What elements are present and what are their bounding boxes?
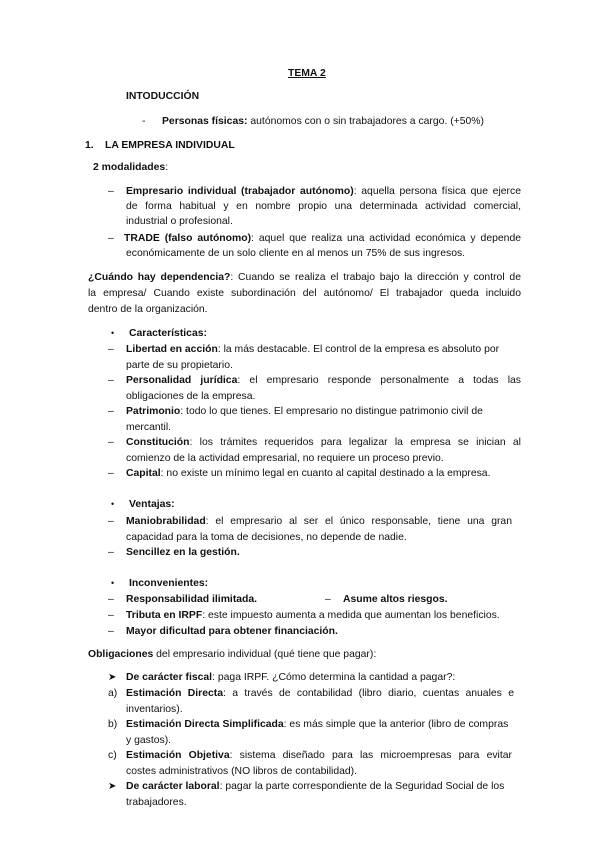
caracteristicas-heading: Características:	[129, 328, 207, 339]
ventajas-heading: Ventajas:	[129, 499, 175, 510]
modalidad-2-dash: –	[108, 233, 114, 244]
caract-3-line1	[126, 404, 483, 420]
estimacion-a-text1: : a través de contabilidad (libro diario, cuentas anuales e	[223, 688, 514, 699]
obligaciones-bold: Obligaciones	[88, 649, 154, 660]
inconv-1-dash: –	[108, 594, 114, 605]
inconv-3: Mayor dificultad para obtener financiación.	[126, 626, 338, 637]
modalidad-1-line3: industrial o profesional.	[126, 216, 233, 227]
fiscal-arrow-icon: ➤	[108, 672, 117, 683]
dependencia-line3: dentro de la organización.	[88, 304, 208, 315]
ventajas-bullet: •	[111, 499, 115, 509]
fiscal-text: : paga IRPF. ¿Cómo determina la cantidad a pagar?:	[212, 672, 456, 683]
caract-3-line2: mercantil.	[126, 422, 172, 433]
estimacion-b-line2: y gastos).	[126, 735, 172, 746]
caract-4-line2: comienzo de la actividad empresarial, no requiere un proceso previo.	[126, 453, 444, 464]
modalidades-colon: :	[165, 162, 169, 173]
caract-3-text1: : todo lo que tienes. El empresario no distingue patrimonio civil de	[180, 406, 483, 417]
caract-4-dash: –	[108, 437, 114, 448]
caract-5-text1: : no existe un mínimo legal en cuanto al capital destinado a la empresa.	[160, 468, 491, 479]
caract-5-dash: –	[108, 468, 114, 479]
caract-2-line1	[126, 373, 521, 389]
inconv-1b-dash: –	[325, 594, 331, 605]
modalidad-2-line1	[124, 231, 521, 247]
ventaja-2-dash: –	[108, 547, 114, 558]
fiscal-bold: De carácter fiscal	[126, 672, 213, 683]
modalidad-1-bold: Empresario individual (trabajador autónomo)	[126, 186, 354, 197]
ventaja-2: Sencillez en la gestión.	[126, 547, 240, 558]
intro-item-bold: Personas físicas:	[162, 116, 248, 127]
modalidad-2-bold: TRADE (falso autónomo)	[124, 233, 252, 244]
inconv-2-bold: Tributa en IRPF	[126, 610, 203, 621]
estimacion-c-line2: costes administrativos (NO libros de contabilidad).	[126, 766, 357, 777]
inconv-2-dash: –	[108, 610, 114, 621]
dependencia-bold: ¿Cuándo hay dependencia?	[88, 272, 231, 283]
caract-1-bold: Libertad en acción	[126, 344, 218, 355]
modalidad-2-line2: económicamente de un solo cliente en al menos un 75% de sus ingresos.	[126, 248, 466, 259]
caract-4-line1	[126, 435, 521, 451]
ventaja-1-dash: –	[108, 516, 114, 527]
obligaciones-text: del empresario individual (qué tiene que pagar):	[153, 649, 377, 660]
caract-4-text1: : los trámites requeridos para legalizar la empresa se inician al	[189, 437, 521, 448]
caract-1-line1	[126, 342, 499, 358]
modalidad-2-text1: : aquel que realiza una actividad económica y depende	[251, 233, 522, 244]
dependencia-text1: : Cuando se realiza el trabajo bajo la dirección y control de	[230, 272, 521, 283]
modalidad-1-line2: de forma habitual y en nombre propio una determinada actividad comercial,	[126, 201, 521, 212]
caract-2-line2: obligaciones de la empresa.	[126, 391, 256, 402]
inconv-2-text: : este impuesto aumenta a medida que aumentan los beneficios.	[202, 610, 500, 621]
caract-3-bold: Patrimonio	[126, 406, 181, 417]
estimacion-b-line1	[126, 717, 508, 733]
fiscal-line	[126, 670, 455, 686]
caract-2-text1: : el empresario responde personalmente a todas las	[237, 375, 522, 386]
ventaja-1-bold: Maniobrabilidad	[126, 516, 206, 527]
caract-5-bold: Capital	[126, 468, 161, 479]
estimacion-c-letter: c)	[108, 750, 117, 761]
intro-heading: INTODUCCIÓN	[126, 91, 200, 102]
caract-2-bold: Personalidad jurídica	[126, 375, 238, 386]
caracteristicas-bullet: •	[111, 328, 115, 338]
caract-1-dash: –	[108, 344, 114, 355]
modalidades-label: 2 modalidades	[93, 162, 166, 173]
modalidad-1-text1: : aquella persona física que ejerce	[353, 186, 521, 197]
modalidad-1-line1	[126, 184, 521, 200]
caract-5-line1	[126, 466, 490, 482]
caract-2-dash: –	[108, 375, 114, 386]
modalidades	[93, 160, 168, 176]
page-title: TEMA 2	[288, 68, 326, 79]
caract-1-line2: parte de su propietario.	[126, 360, 233, 371]
estimacion-a-bold: Estimación Directa	[126, 688, 224, 699]
laboral-arrow-icon: ➤	[108, 781, 117, 792]
inconv-1: Responsabilidad ilimitada.	[126, 594, 258, 605]
estimacion-a-line1	[126, 686, 514, 702]
section1-number: 1.	[85, 140, 94, 151]
ventaja-1-line2: capacidad para la toma de decisiones, no depende de nadie.	[126, 532, 407, 543]
laboral-line1	[126, 779, 504, 795]
inconv-1b: Asume altos riesgos.	[343, 594, 448, 605]
estimacion-b-letter: b)	[108, 719, 118, 730]
section1-heading: LA EMPRESA INDIVIDUAL	[105, 140, 235, 151]
estimacion-b-text1: : es más simple que la anterior (libro de compras	[283, 719, 509, 730]
estimacion-c-line1	[126, 748, 512, 764]
laboral-bold: De carácter laboral	[126, 781, 220, 792]
dependencia-line1	[88, 270, 521, 286]
laboral-line2: trabajadores.	[126, 797, 187, 808]
inconv-3-dash: –	[108, 626, 114, 637]
modalidad-1-dash: –	[108, 186, 114, 197]
inconv-2	[126, 608, 500, 624]
dependencia-line2: la empresa/ Cuando existe subordinación del autónomo/ El trabajador queda incluido	[88, 288, 521, 299]
intro-item-text: autónomos con o sin trabajadores a cargo. (+50%)	[247, 116, 485, 127]
caract-4-bold: Constitución	[126, 437, 190, 448]
caract-3-dash: –	[108, 406, 114, 417]
estimacion-b-bold: Estimación Directa Simplificada	[126, 719, 284, 730]
intro-item-dash: -	[142, 116, 146, 127]
estimacion-c-bold: Estimación Objetiva	[126, 750, 230, 761]
laboral-text1: : pagar la parte correspondiente de la Seguridad Social de los	[219, 781, 505, 792]
inconvenientes-heading: Inconvenientes:	[129, 578, 209, 589]
ventaja-1-text1: : el empresario al ser el único responsable, tiene una gran	[205, 516, 512, 527]
caract-1-text1: : la más destacable. El control de la empresa es absoluto por	[217, 344, 500, 355]
obligaciones	[88, 647, 376, 663]
inconvenientes-bullet: •	[111, 578, 115, 588]
estimacion-a-letter: a)	[108, 688, 118, 699]
ventaja-1-line1	[126, 514, 512, 530]
estimacion-c-text1: : sistema diseñado para las microempresas para evitar	[229, 750, 512, 761]
estimacion-a-line2: inventarios).	[126, 704, 183, 715]
intro-item	[162, 114, 484, 130]
